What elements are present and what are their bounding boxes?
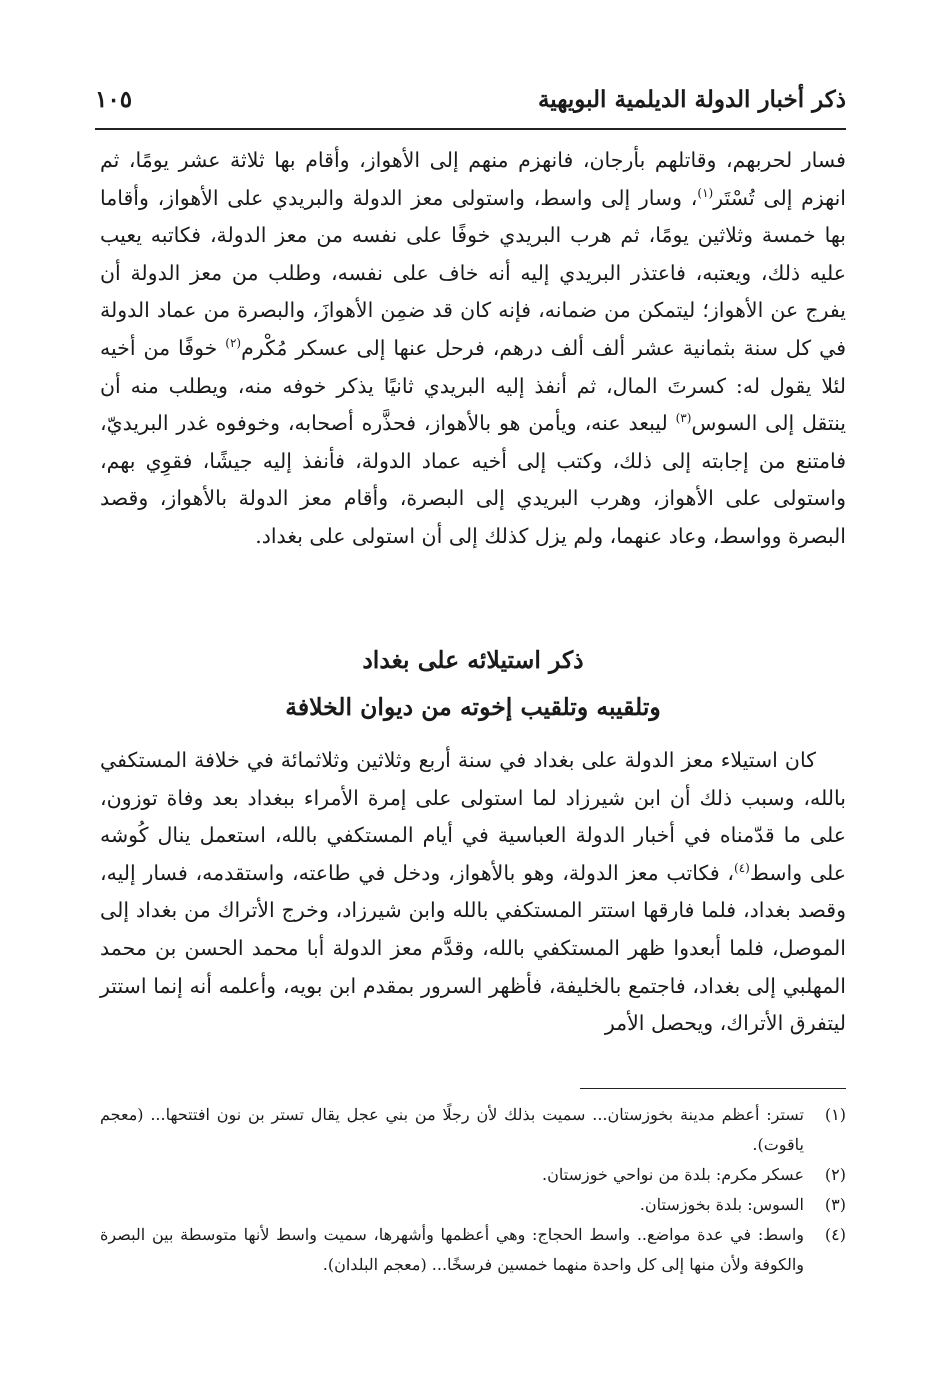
page-header (95, 84, 846, 130)
footnote-marker-4: (٤) (734, 860, 750, 875)
footnote-number: (٢) (824, 1165, 846, 1184)
running-title: ذكر أخبار الدولة الديلمية البويهية (537, 86, 846, 113)
paragraph-text: ليبعد عنه، ويأمن هو بالأهواز، فحذَّره أصحابه، وخوفوه غدر البريديّ، فامتنع من إجابته إلى ذلك، وكتب إلى أخيه عماد الدولة، فأنفذ إليه جيشًا، فقوِي بهم، واستولى على الأهواز، وهرب البريدي إلى البصرة، وأقام معز الدولة بالأهواز، وقصد البصرة وواسط، وعاد عنهما، ولم يزل كذلك إلى أن استولى على بغداد. (100, 411, 846, 548)
footnote-2 (100, 1160, 846, 1190)
footnote-marker-2: (٢) (225, 336, 242, 351)
section-heading-line-2: وتلقيبه وتلقيب إخوته من ديوان الخلافة (285, 693, 661, 721)
footnote-separator (580, 1088, 846, 1089)
footnote-marker-1: (١) (697, 185, 714, 200)
page-number: ١٠٥ (95, 86, 133, 113)
footnote-3 (100, 1190, 846, 1220)
footnote-text: واسط: في عدة مواضع.. واسط الحجاج: وهي أعظمها وأشهرها، سميت واسط لأنها متوسطة بين البصرة والكوفة ولأن منها إلى كل واحدة منهما خمسين فرسخًا... (معجم البلدان). (100, 1225, 804, 1274)
body-paragraph-2 (100, 742, 846, 1043)
paragraph-text: كان استيلاء معز الدولة على بغداد في سنة أربع وثلاثين وثلاثمائة في خلافة المستكفي بالله، وسبب ذلك أن ابن شيرزاد لما استولى على إمرة الأمراء ببغداد بعد وفاة توزون، على ما قدّمناه في أخبار الدولة العباسية في أيام المستكفي بالله، استعمل ينال كُوشه على واسط (100, 748, 846, 885)
footnote-4 (100, 1220, 846, 1280)
footnote-number: (٤) (824, 1225, 846, 1244)
body-paragraph-1 (100, 142, 846, 556)
paragraph-text: ، وسار إلى واسط، واستولى معز الدولة والبريدي على الأهواز، وأقاما بها خمسة وثلاثين يومًا، ثم هرب البريدي خوفًا على نفسه من معز الدولة، فكاتبه يعيب عليه ذلك، ويعتبه، فاعتذر البريدي إليه أنه خاف على نفسه، وطلب من معز الدولة أن يفرج عن الأهواز؛ ليتمكن من ضمانه، فإنه كان قد ضمِن الأهوازَ، والبصرة من عماد الدولة في كل سنة بثمانية عشر ألف ألف درهم، فرحل عنها إلى عسكر مُكْرم (100, 185, 846, 360)
footnote-text: السوس: بلدة بخوزستان. (639, 1195, 804, 1214)
footnotes (100, 1100, 846, 1280)
footnote-1 (100, 1100, 846, 1160)
paragraph-text: خوفًا من أخيه لئلا يقول له: كسرتَ المال، ثم أنفذ إليه البريدي ثانيًا يذكر خوفه منه، ويطلب منه أن ينتقل إلى السوس (100, 335, 846, 436)
section-heading-line-1: ذكر استيلائه على بغداد (362, 646, 584, 674)
footnote-number: (٣) (824, 1195, 846, 1214)
footnote-text: تستر: أعظم مدينة بخوزستان... سميت بذلك لأن رجلًا من بني عجل يقال تستر بن نون افتتحها... (معجم ياقوت). (100, 1105, 804, 1154)
paragraph-text: فسار لحربهم، وقاتلهم بأرجان، فانهزم منهم إلى الأهواز، وأقام بها ثلاثة عشر يومًا، ثم انهزم إلى تُسْتَر (100, 148, 846, 210)
footnote-text: عسكر مكرم: بلدة من نواحي خوزستان. (542, 1165, 804, 1184)
paragraph-text: ، فكاتب معز الدولة، وهو بالأهواز، ودخل في طاعته، واستقدمه، فسار إليه، وقصد بغداد، فلما فارقها استتر المستكفي بالله وابن شيرزاد، وخرج الأتراك من بغداد إلى الموصل، فلما أبعدوا ظهر المستكفي بالله، وقدَّم معز الدولة أبا محمد الحسن بن محمد المهلبي إلى بغداد، فاجتمع بالخليفة، فأظهر السرور بمقدم ابن بويه، وأعلمه أنه إنما استتر ليتفرق الأتراك، ويحصل الأمر (100, 860, 846, 1036)
footnote-marker-3: (٣) (675, 411, 692, 426)
footnote-number: (١) (824, 1105, 846, 1124)
